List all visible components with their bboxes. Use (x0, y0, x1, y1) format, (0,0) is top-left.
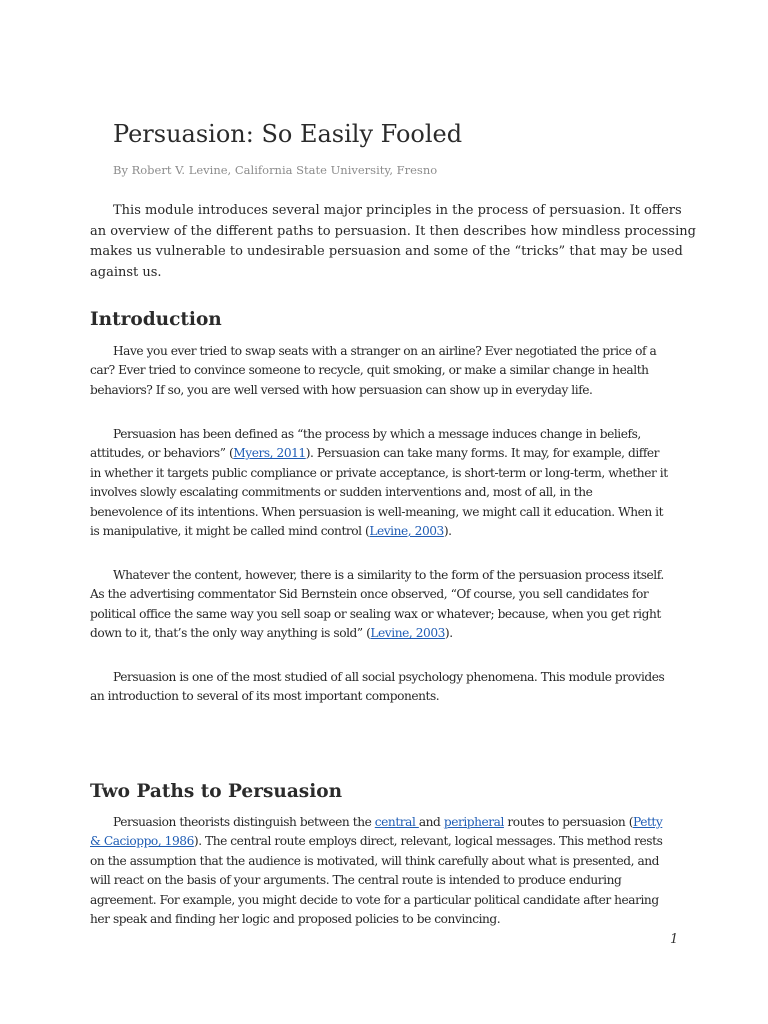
citation-link-levine-2003[interactable]: Levine, 2003 (369, 524, 444, 539)
text-run: and (418, 815, 444, 829)
intro-paragraph-4 (90, 668, 682, 707)
link-peripheral-route[interactable]: peripheral (443, 815, 504, 829)
paragraph-line: her speak and finding her logic and proposed policies to be convincing. (90, 912, 501, 927)
intro-paragraph-1 (90, 342, 682, 400)
paragraph-line (90, 522, 682, 541)
paragraph-line: involves slowly escalating commitments or sudden interventions and, most of all, in the (90, 485, 593, 500)
paragraph-line: Persuasion has been defined as “the process by which a message induces change in beliefs, (113, 427, 641, 441)
text-run: routes to persuasion ( (503, 815, 633, 829)
paragraph-line: an introduction to several of its most important components. (90, 689, 440, 704)
paragraph-line: benevolence of its intentions. When persuasion is well-meaning, we might call it education. When it (90, 504, 664, 519)
citation-link-myers-2011[interactable]: Myers, 2011 (233, 446, 306, 461)
abstract-line: makes us vulnerable to undesirable persuasion and some of the “tricks” that may be used (90, 244, 683, 260)
abstract-line: against us. (90, 264, 162, 280)
paragraph-line: Whatever the content, however, there is a similarity to the form of the persuasion process itself. (113, 568, 664, 582)
text-run: ). Persuasion can take many forms. It may, for example, differ (305, 446, 660, 461)
paragraph-line (90, 444, 682, 463)
heading-introduction: Introduction (90, 309, 222, 330)
paragraph-line: will react on the basis of your arguments. The central route is intended to produce enduring (90, 873, 622, 888)
abstract-paragraph (90, 201, 696, 283)
paragraph-line: behaviors? If so, you are well versed with how persuasion can show up in everyday life. (90, 382, 593, 397)
abstract-line: This module introduces several major principles in the process of persuasion. It offers (113, 203, 682, 218)
paragraph-line: Have you ever tried to swap seats with a stranger on an airline? Ever negotiated the price of a (113, 344, 657, 358)
text-run: ). (444, 626, 453, 641)
document-title: Persuasion: So Easily Fooled (113, 120, 463, 148)
author-byline: By Robert V. Levine, California State University, Fresno (113, 163, 438, 177)
paragraph-line: in whether it targets public compliance or private acceptance, is short-term or long-term, whether it (90, 465, 668, 480)
paragraph-line: political office the same way you sell soap or sealing wax or whatever; because, when you get right (90, 606, 661, 621)
paragraph-line: Persuasion is one of the most studied of all social psychology phenomena. This module provides (113, 670, 665, 684)
text-run: is manipulative, it might be called mind control ( (90, 524, 370, 539)
citation-link-petty-cacioppo-1986[interactable]: & Cacioppo, 1986 (90, 834, 194, 849)
text-run: Persuasion theorists distinguish between the (113, 815, 375, 829)
paragraph-line: As the advertising commentator Sid Bernstein once observed, “Of course, you sell candidates for (90, 587, 649, 602)
paths-paragraph-1 (90, 813, 682, 929)
text-run: ). The central route employs direct, relevant, logical messages. This method rests (193, 834, 663, 849)
paragraph-line (90, 624, 682, 643)
paragraph-line: car? Ever tried to convince someone to recycle, quit smoking, or make a similar change in health (90, 363, 649, 378)
intro-paragraph-2 (90, 425, 682, 541)
page-number: 1 (670, 932, 679, 947)
paragraph-line: on the assumption that the audience is motivated, will think carefully about what is presented, and (90, 853, 660, 868)
paragraph-line (90, 813, 682, 832)
text-run: down to it, that’s the only way anything is sold” ( (90, 626, 371, 641)
abstract-line: an overview of the different paths to persuasion. It then describes how mindless processing (90, 223, 696, 239)
link-central-route[interactable]: central (374, 815, 419, 829)
paragraph-line: agreement. For example, you might decide to vote for a particular political candidate after hearing (90, 892, 659, 907)
paragraph-line (90, 832, 682, 851)
heading-two-paths: Two Paths to Persuasion (90, 781, 343, 802)
intro-paragraph-3 (90, 566, 682, 644)
text-run: ). (443, 524, 452, 539)
citation-link-levine-2003[interactable]: Levine, 2003 (370, 626, 445, 641)
text-run: attitudes, or behaviors” ( (90, 446, 234, 461)
citation-link-petty[interactable]: Petty (633, 815, 663, 829)
